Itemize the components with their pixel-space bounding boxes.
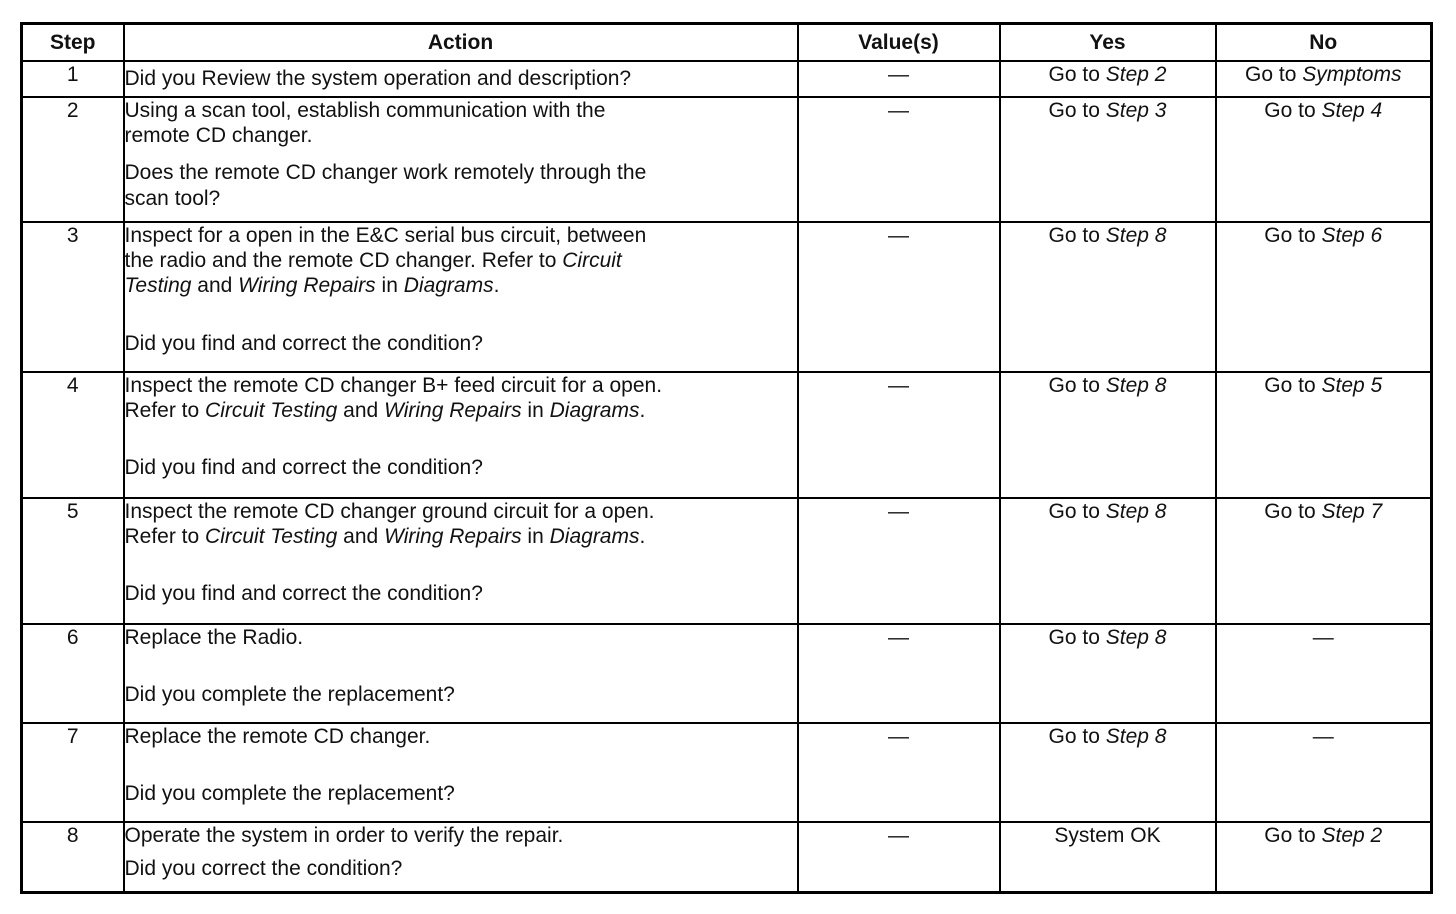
reference-link[interactable]: Circuit (562, 249, 622, 273)
table-row (22, 723, 1432, 822)
action-text: in (381, 274, 398, 298)
reference-link[interactable]: Diagrams (403, 274, 494, 298)
step-number: 3 (22, 222, 124, 372)
reference-link[interactable]: Circuit Testing (205, 525, 338, 549)
value-cell: — (798, 97, 1000, 222)
table-row (22, 498, 1432, 624)
action-text: Inspect the remote CD changer B+ feed circuit for a open. (124, 374, 663, 397)
go-to-text: Go to (1264, 224, 1316, 247)
go-to-text: Go to (1264, 99, 1316, 122)
action-text: Operate the system in order to verify the repair. (124, 824, 564, 847)
action-text: Refer to (124, 399, 200, 423)
value-cell: — (798, 822, 1000, 892)
reference-link[interactable]: Circuit Testing (205, 399, 338, 423)
action-text: the radio and the remote CD changer. Refer to (124, 249, 557, 273)
action-text: remote CD changer. (124, 124, 313, 148)
action-cell (124, 61, 798, 97)
action-cell (124, 723, 798, 822)
no-target: Step 6 (1321, 224, 1383, 247)
action-cell: Inspect for a open in the E&C serial bus circuit, between the radio and the remote CD changer. Refer to Circuit Testing and Wiring Repairs in Diagrams. Did you find and correct the condition? (124, 222, 798, 372)
yes-target: Step 8 (1105, 626, 1167, 649)
action-text: in (527, 525, 544, 549)
yes-target: Step 8 (1105, 725, 1167, 748)
value-cell: — (798, 222, 1000, 372)
no-cell: — (1216, 723, 1432, 822)
table-row (22, 372, 1432, 498)
question-text: Did you complete the replacement? (124, 782, 455, 806)
step-number: 2 (22, 97, 124, 222)
question-text: Did you complete the replacement? (124, 683, 455, 707)
value-cell: — (798, 498, 1000, 624)
table-row (22, 97, 1432, 222)
question-text: Did you find and correct the condition? (124, 582, 483, 606)
yes-target: Step 8 (1105, 224, 1167, 247)
action-text: Refer to (124, 525, 200, 549)
header-values: Value(s) (798, 24, 1000, 62)
header-row (22, 24, 1432, 62)
no-cell (1216, 498, 1432, 624)
step-number: 1 (22, 61, 124, 97)
yes-cell (1000, 61, 1216, 97)
no-cell (1216, 822, 1432, 892)
yes-cell (1000, 498, 1216, 624)
go-to-text: Go to (1048, 500, 1100, 523)
action-text: Using a scan tool, establish communication with the (124, 99, 606, 122)
go-to-text: Go to (1048, 63, 1100, 86)
go-to-text: Go to (1048, 374, 1100, 397)
go-to-text: Go to (1048, 224, 1100, 247)
action-cell: Inspect the remote CD changer ground circuit for a open. Refer to Circuit Testing and Wiring Repairs in Diagrams. Did you find and correct the condition? (124, 498, 798, 624)
yes-target: Step 8 (1105, 500, 1167, 523)
no-cell (1216, 222, 1432, 372)
go-to-text: Go to (1264, 374, 1316, 397)
action-text: Did you Review the system operation and description? (124, 67, 632, 91)
no-cell (1216, 372, 1432, 498)
header-step: Step (22, 24, 124, 62)
yes-cell (1000, 723, 1216, 822)
yes-cell (1000, 97, 1216, 222)
reference-link[interactable]: Wiring Repairs (238, 274, 376, 298)
reference-link[interactable]: Wiring Repairs (384, 399, 522, 423)
step-number: 7 (22, 723, 124, 822)
yes-target: Step 2 (1105, 63, 1167, 86)
step-number: 8 (22, 822, 124, 892)
action-cell (124, 624, 798, 723)
question-text: Did you find and correct the condition? (124, 456, 483, 480)
action-cell: Inspect the remote CD changer B+ feed circuit for a open. Refer to Circuit Testing and Wiring Repairs in Diagrams. Did you find and correct the condition? (124, 372, 798, 498)
reference-link[interactable]: Wiring Repairs (384, 525, 522, 549)
no-cell (1216, 97, 1432, 222)
value-cell: — (798, 372, 1000, 498)
yes-cell: System OK (1000, 822, 1216, 892)
go-to-text: Go to (1048, 99, 1100, 122)
value-cell: — (798, 61, 1000, 97)
table-row (22, 624, 1432, 723)
header-yes: Yes (1000, 24, 1216, 62)
go-to-text: Go to (1264, 500, 1316, 523)
question-text: Does the remote CD changer work remotely through the (124, 161, 647, 185)
no-cell: — (1216, 624, 1432, 723)
action-text: Replace the remote CD changer. (124, 725, 431, 748)
question-text: scan tool? (124, 186, 221, 210)
header-action: Action (124, 24, 798, 62)
step-number: 5 (22, 498, 124, 624)
action-cell (124, 97, 798, 222)
yes-cell (1000, 372, 1216, 498)
question-text: Did you correct the condition? (124, 857, 403, 881)
yes-cell (1000, 222, 1216, 372)
value-cell: — (798, 723, 1000, 822)
diagnostic-table (20, 22, 1433, 894)
no-target: Step 5 (1321, 374, 1383, 397)
go-to-text: Go to (1048, 626, 1100, 649)
no-target: Symptoms (1302, 63, 1402, 86)
question-text: Did you find and correct the condition? (124, 331, 483, 355)
action-text: and (343, 399, 379, 423)
no-target: Step 4 (1321, 99, 1383, 122)
table-row (22, 822, 1432, 892)
go-to-text: Go to (1245, 63, 1297, 86)
reference-link[interactable]: Diagrams (549, 525, 640, 549)
table-row (22, 61, 1432, 97)
table-row (22, 222, 1432, 372)
action-text: Inspect the remote CD changer ground circuit for a open. (124, 500, 655, 523)
action-cell (124, 822, 798, 892)
go-to-text: Go to (1048, 725, 1100, 748)
action-text: and (343, 525, 379, 549)
no-target: Step 2 (1321, 824, 1383, 847)
go-to-text: Go to (1264, 824, 1316, 847)
action-text: Replace the Radio. (124, 626, 304, 649)
no-target: Step 7 (1321, 500, 1383, 523)
value-cell: — (798, 624, 1000, 723)
yes-cell (1000, 624, 1216, 723)
no-cell (1216, 61, 1432, 97)
yes-target: Step 3 (1105, 99, 1167, 122)
step-number: 4 (22, 372, 124, 498)
yes-target: Step 8 (1105, 374, 1167, 397)
action-text: in (527, 399, 544, 423)
header-no: No (1216, 24, 1432, 62)
step-number: 6 (22, 624, 124, 723)
reference-link[interactable]: Diagrams (549, 399, 640, 423)
action-text: and (197, 274, 233, 298)
reference-link[interactable]: Testing (124, 274, 192, 298)
action-text: Inspect for a open in the E&C serial bus circuit, between (124, 224, 647, 247)
